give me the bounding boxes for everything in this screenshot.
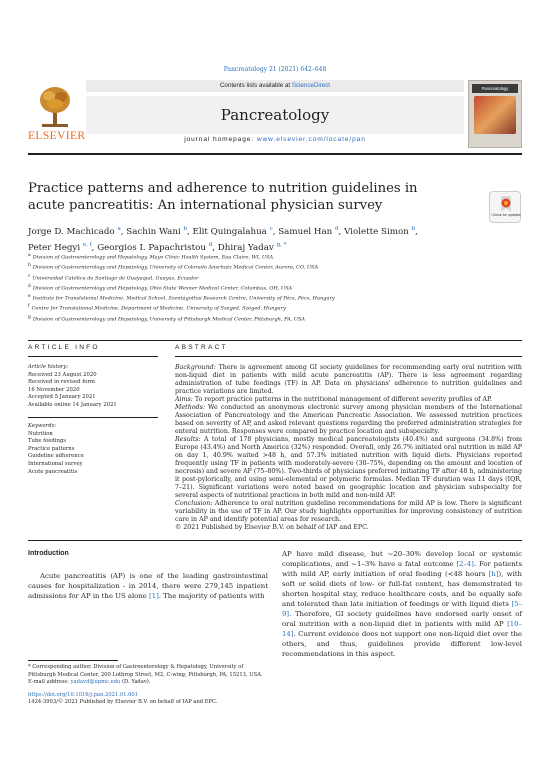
author[interactable]: Dhiraj Yadav [217,242,274,253]
abstract-rule [175,356,522,357]
history-line: Received in revised form [28,379,95,386]
bookmark-icon [499,196,513,212]
journal-banner [86,80,464,148]
reference-link[interactable]: [2–4] [456,560,474,568]
check-for-updates-button[interactable] [489,191,521,223]
affiliation: e Institute for Translational Medicine, Medical School, Szentágothai Research Centre, University of Pécs, Pécs, Hungary [28,294,335,302]
article-history [28,364,158,410]
author-affil-link[interactable]: d [335,226,339,232]
article-info-rule [28,356,158,357]
history-line: 16 November 2020 [28,386,80,393]
author-affil-link[interactable]: g, * [276,241,287,248]
history-label: Article history: [28,364,69,370]
doi-link[interactable]: https://doi.org/10.1016/j.pan.2021.01.001 [28,692,139,698]
history-line: Received 23 August 2020 [28,371,97,378]
journal-homepage: journal homepage: www.elsevier.com/locate/pan [184,136,366,143]
author-affil-link[interactable]: c [269,226,273,232]
publisher-name: ELSEVIER [28,130,86,142]
abstract-methods: Methods: We conducted an anonymous electronic survey among physician members of the International Association of Pancreatology and the American Pancreatic Association. We assessed nutrition practices based on severity of AP, and asked relevant questions regarding the preferred administration strategies for enteral nutrition. Responses were compared by practice location and subspecialty. [175,404,522,436]
author-affil-link[interactable]: d [208,241,213,248]
email-link[interactable]: yadavd@upmc.edu [70,679,121,686]
author[interactable]: Sachin Wani [126,226,181,237]
author[interactable]: Violette Simon [344,226,409,237]
abstract-copyright: © 2021 Published by Elsevier B.V. on behalf of IAP and EPC. [175,524,369,532]
section-rule [28,340,522,341]
author[interactable]: Georgios I. Papachristou [97,242,206,253]
doi-block [28,692,328,707]
abstract-aims: Aims: To report practice patterns in the nutritional management of different severity profiles of AP. [175,396,492,404]
author-affil-link[interactable]: b [411,226,416,232]
contents-bar: Contents lists available at ScienceDirect [86,80,464,92]
affiliation-list [28,252,522,324]
reference-link[interactable]: [10–14] [282,620,522,638]
abstract-body [175,364,522,532]
cover-label: Pancreatology [472,84,518,93]
abstract-background: Background: There is agreement among GI society guidelines for recommending early oral nutrition with non-liquid diet in patients with mild acute pancreatitis (AP). There is less agreement regarding administration of tube feedings (TF) in AP. Data on physicians' adherence to nutrition guidelines and practice variations are limited. [175,364,522,396]
history-line: Accepted 5 January 2021 [28,394,96,401]
keyword[interactable]: International survey [28,460,83,467]
author-list: Jorge D. Machicado $^a$, Sachin Wani $^b$, Elit Quingalahua $^c$, Samuel Han $^d$, Violette Simon $^b$, Peter Hegyi $^{e, f}$, Georgios I. Papachristou $^d$, Dhiraj Yadav $^{g, *}$ [28,226,418,253]
keywords-label: Keywords: [28,423,57,429]
author[interactable]: Elit Quingalahua [192,226,267,237]
history-rule [28,417,158,418]
body-left-column [28,549,268,601]
author-affil-link[interactable]: a [117,226,121,232]
reference-link[interactable]: [h] [488,570,499,578]
keyword[interactable]: Practice patterns [28,445,75,452]
introduction-heading: Introduction [28,550,69,557]
affiliation: f Centre for Translational Medicine, Department of Medicine, University of Szeged, Szeged, Hungary [28,304,286,312]
citation-line[interactable]: Pancreatology 21 (2021) 642–648 [223,66,327,73]
journal-masthead [28,80,522,148]
reference-link[interactable]: [5–9] [282,600,522,618]
abstract-end-rule [28,540,522,541]
abstract-conclusion: Conclusion: Adherence to oral nutrition guideline recommendations for mild AP is low. There is significant variability in the use of TF in AP. Our study highlights opportunities for improving consistency of nutrition care in AP and identify potential areas for research. [175,500,522,524]
body-paragraph: Acute pancreatitis (AP) is one of the leading gastrointestinal causes for hospitalization - in 2014, there were 279,145 inpatient admissions for AP in the US alone [1]. The majority of patients with [28,572,268,600]
header-rule [28,153,522,155]
affiliation: c Universidad Católica de Santiago de Guayaquil, Guayas, Ecuador [28,273,199,282]
sciencedirect-link[interactable]: ScienceDirect [291,82,331,89]
author[interactable]: Samuel Han [278,226,333,237]
issn-line: 1424-3903/© 2021 Published by Elsevier B.V. on behalf of IAP and EPC. [28,699,218,706]
affiliation: a Division of Gastroenterology and Hepatology, Mayo Clinic Health System, Eau Claire, WI, USA [28,253,274,261]
footnote-rule [28,660,118,661]
elsevier-logo[interactable] [28,80,86,148]
journal-cover[interactable] [468,80,522,148]
abstract-results: Results: A total of 178 physicians, mostly medical pancreatologists (40.4%) and surgeons (34.8%) from Europe (43.4%) and North America (32%) responded. Overall, only 26.7% initiated oral nutrition in mild AP on day 1, 40.9% waited >48 h, and 57.3% initiated nutrition with liquid diets. Physicians reported frequently using TF in patients with moderately-severe (30–75%, depending on the amount and location of necrosis) and severe AP (75–80%). Two-thirds of physicians preferred initiating TF after 48 h, administering it post-pylorically, and using semi-elemental or polymeric formulas. Median TF duration was 11 days (IQR, 7–21). Significant variations were noted based on geographic location and physician subspecialty for several aspects of nutritional practices in both mild and non-mild AP. [175,436,522,500]
author-affil-link[interactable]: b [183,226,187,232]
corresponding-author-note: * Corresponding author. Division of Gastroenterology & Hepatology, University of Pittsburgh Medical Center, 200 Lothrop Street, M2, C-wing, Pittsburgh, PA, 15213, USA. E-mail address: yadavd@upmc.edu (D. Yadav). [28,664,263,686]
homepage-link[interactable]: www.elsevier.com/locate/pan [256,136,366,143]
affiliation: g Division of Gastroenterology and Hepatology, University of Pittsburgh Medical Center, Pittsburgh, PA, USA [28,314,306,323]
article-title: Practice patterns and adherence to nutrition guidelines in acute pancreatitis: An international physician survey [28,181,418,213]
check-for-updates-label: Check for updates [491,213,521,217]
abstract-heading: ABSTRACT [175,344,228,351]
keyword[interactable]: Tube feedings [28,438,66,445]
elsevier-tree-icon [38,84,72,128]
keywords [28,423,158,476]
author[interactable]: Jorge D. Machicado [28,226,115,237]
author[interactable]: Peter Hegyi [28,242,81,253]
journal-title: Pancreatology [86,96,464,134]
affiliation: b Division of Gastroenterology and Hepatology, University of Colorado Anschutz Medical Center, Aurora, CO, USA [28,263,319,271]
author-affil-link[interactable]: e, f [82,241,92,248]
affiliation: d Division of Gastroenterology and Hepatology, Ohio State Wexner Medical Center, Columbus, OH, USA [28,283,293,292]
history-line: Available online 14 January 2021 [28,401,117,408]
keyword[interactable]: Nutrition [28,430,53,437]
keyword[interactable]: Acute pancreatitis [28,468,78,475]
article-info-heading: ARTICLE INFO [28,344,100,351]
keyword[interactable]: Guideline adherence [28,453,84,460]
reference-link[interactable]: [1] [149,592,159,600]
cover-image [474,96,516,134]
body-right-column: AP have mild disease, but ~20–30% develop local or systemic complications, and ~1–3% have a fatal outcome [2–4]. For patients with mild AP, early initiation of oral feeding (<48 hours [h]), with soft or solid diets of low- or full-fat content, has demonstrated to shorten hospital stay, reduce healthcare costs, and be equally safe and tolerated than late initiation of feedings or with liquid diets [5–9]. Therefore, GI society guidelines have endorsed early onset of oral nutrition with a non-liquid diet in patients with mild AP [10–14]. Current evidence does not support one non-liquid diet over the others, and thus, guidelines provide different low-level recommendations in this aspect. [282,550,522,658]
